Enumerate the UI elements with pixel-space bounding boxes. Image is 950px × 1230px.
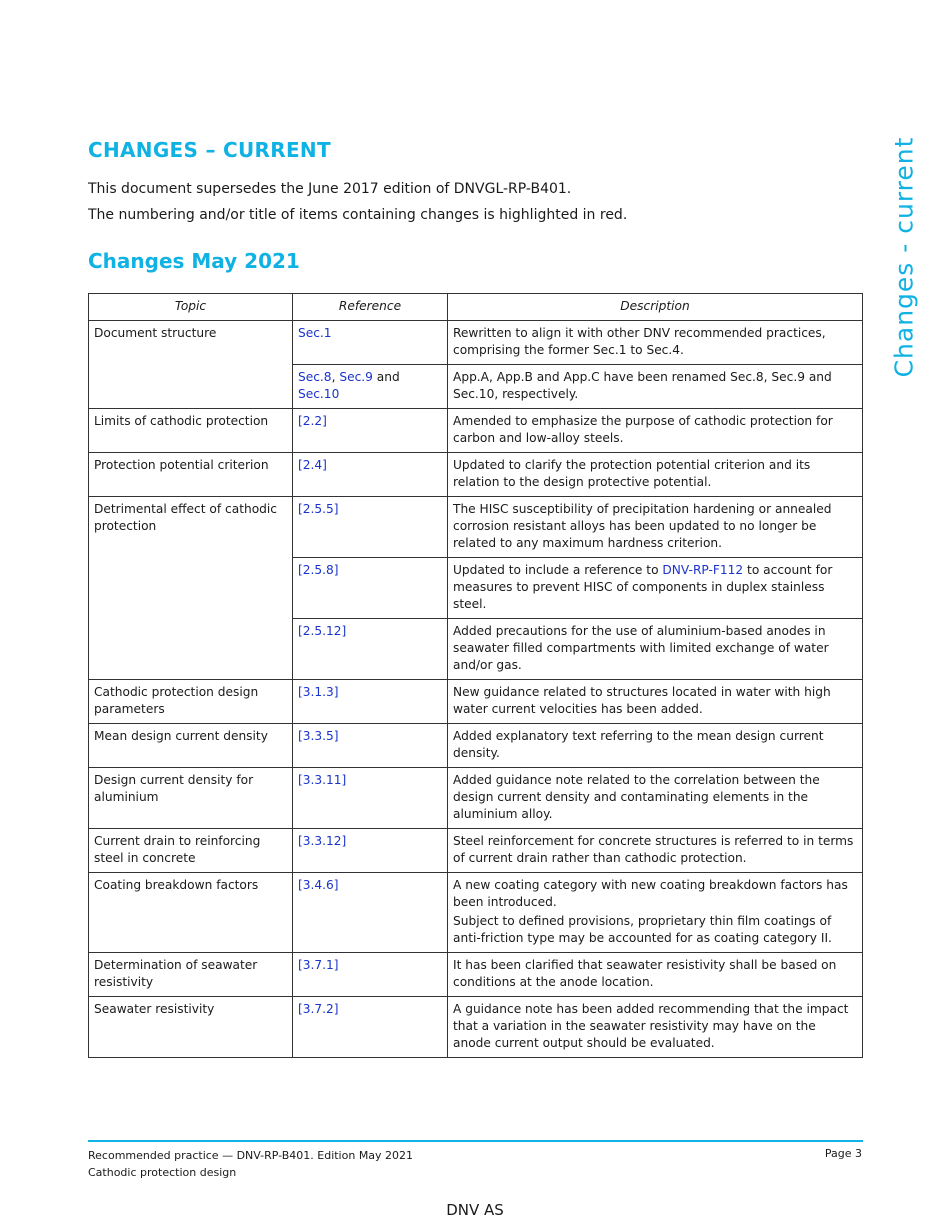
reference-link[interactable]: [3.7.1] xyxy=(298,958,339,972)
topic-cell: Limits of cathodic protection xyxy=(89,409,293,453)
description-paragraph: The HISC susceptibility of precipitation hardening or annealed corrosion resistant alloys has been updated to no longer be related to any maximum hardness criterion. xyxy=(453,502,832,550)
description-paragraph: Subject to defined provisions, proprietary thin film coatings of anti-friction type may be accounted for as coating category II. xyxy=(453,914,832,945)
reference-link[interactable]: Sec.10 xyxy=(298,387,340,401)
topic-cell: Determination of seawater resistivity xyxy=(89,953,293,997)
reference-link[interactable]: [3.4.6] xyxy=(298,878,339,892)
reference-text: and xyxy=(372,370,400,384)
table-row xyxy=(89,829,863,873)
description-cell xyxy=(448,724,863,768)
reference-cell xyxy=(293,724,448,768)
table-row xyxy=(89,409,863,453)
reference-link[interactable]: Sec.1 xyxy=(298,326,332,340)
side-tab-label: Changes - current xyxy=(889,136,919,378)
reference-cell xyxy=(293,365,448,409)
reference-link[interactable]: Sec.8 xyxy=(298,370,332,384)
table-row xyxy=(89,453,863,497)
header-reference: Reference xyxy=(293,294,448,321)
intro-supersedes: This document supersedes the June 2017 edition of DNVGL-RP-B401. xyxy=(88,181,572,197)
description-text: to account for measures to prevent HISC of components in duplex stainless steel. xyxy=(453,563,833,611)
description-paragraph: Added guidance note related to the correlation between the design current density and contaminating elements in the aluminium alloy. xyxy=(453,773,820,821)
description-paragraph: Steel reinforcement for concrete structures is referred to in terms of current drain rather than cathodic protection. xyxy=(453,834,854,865)
topic-cell: Design current density for aluminium xyxy=(89,768,293,829)
reference-cell xyxy=(293,497,448,558)
reference-link[interactable]: [3.7.2] xyxy=(298,1002,339,1016)
reference-cell xyxy=(293,453,448,497)
description-link[interactable]: DNV-RP-F112 xyxy=(662,563,744,577)
section-heading: Changes May 2021 xyxy=(88,249,300,273)
description-paragraph: It has been clarified that seawater resistivity shall be based on conditions at the anode location. xyxy=(453,958,837,989)
description-cell xyxy=(448,829,863,873)
description-paragraph: Updated to clarify the protection potential criterion and its relation to the design protective potential. xyxy=(453,458,811,489)
topic-cell: Document structure xyxy=(89,321,293,409)
reference-link[interactable]: [3.3.5] xyxy=(298,729,339,743)
reference-cell xyxy=(293,997,448,1058)
reference-cell xyxy=(293,558,448,619)
changes-table xyxy=(88,293,863,1058)
reference-cell xyxy=(293,619,448,680)
table-row xyxy=(89,724,863,768)
description-cell xyxy=(448,365,863,409)
description-cell xyxy=(448,619,863,680)
reference-cell xyxy=(293,680,448,724)
reference-cell xyxy=(293,409,448,453)
changes-table-body xyxy=(89,321,863,1058)
topic-cell: Coating breakdown factors xyxy=(89,873,293,953)
reference-cell xyxy=(293,321,448,365)
intro-highlight-note: The numbering and/or title of items containing changes is highlighted in red. xyxy=(88,207,628,223)
description-paragraph: App.A, App.B and App.C have been renamed Sec.8, Sec.9 and Sec.10, respectively. xyxy=(453,370,832,401)
company-name: DNV AS xyxy=(446,1201,504,1219)
table-row xyxy=(89,997,863,1058)
table-row xyxy=(89,953,863,997)
reference-cell xyxy=(293,829,448,873)
reference-link[interactable]: [3.3.11] xyxy=(298,773,347,787)
footer-divider xyxy=(88,1140,863,1142)
description-cell xyxy=(448,558,863,619)
side-section-tab xyxy=(888,136,920,378)
table-row xyxy=(89,497,863,558)
reference-link[interactable]: Sec.9 xyxy=(339,370,373,384)
table-row xyxy=(89,680,863,724)
reference-link[interactable]: [3.1.3] xyxy=(298,685,339,699)
description-paragraph: A new coating category with new coating breakdown factors has been introduced. xyxy=(453,878,848,909)
reference-text: , xyxy=(331,370,340,384)
page-title: CHANGES – CURRENT xyxy=(88,138,331,162)
topic-cell: Protection potential criterion xyxy=(89,453,293,497)
reference-link[interactable]: [2.4] xyxy=(298,458,327,472)
description-cell xyxy=(448,953,863,997)
description-paragraph: Rewritten to align it with other DNV recommended practices, comprising the former Sec.1 to Sec.4. xyxy=(453,326,826,357)
description-cell xyxy=(448,873,863,953)
table-row xyxy=(89,321,863,365)
reference-link[interactable]: [2.5.5] xyxy=(298,502,339,516)
description-paragraph: Added precautions for the use of aluminium-based anodes in seawater filled compartments with limited exchange of water and/or gas. xyxy=(453,624,829,672)
topic-cell: Seawater resistivity xyxy=(89,997,293,1058)
description-cell xyxy=(448,321,863,365)
table-row xyxy=(89,768,863,829)
footer-page-number: Page 3 xyxy=(824,1147,862,1160)
description-paragraph: A guidance note has been added recommending that the impact that a variation in the seawater resistivity may have on the anode current output should be evaluated. xyxy=(453,1002,849,1050)
footer-subtitle: Cathodic protection design xyxy=(88,1166,237,1179)
reference-cell xyxy=(293,873,448,953)
reference-link[interactable]: [2.2] xyxy=(298,414,327,428)
description-cell xyxy=(448,453,863,497)
reference-link[interactable]: [2.5.8] xyxy=(298,563,339,577)
topic-cell: Mean design current density xyxy=(89,724,293,768)
topic-cell: Detrimental effect of cathodic protection xyxy=(89,497,293,680)
footer-document-info xyxy=(88,1147,413,1181)
table-header-row xyxy=(89,294,863,321)
description-paragraph: Added explanatory text referring to the mean design current density. xyxy=(453,729,824,760)
header-description: Description xyxy=(448,294,863,321)
header-topic: Topic xyxy=(89,294,293,321)
reference-link[interactable]: [3.3.12] xyxy=(298,834,347,848)
description-text: Updated to include a reference to xyxy=(453,563,663,577)
reference-link[interactable]: [2.5.12] xyxy=(298,624,347,638)
description-paragraph: New guidance related to structures located in water with high water current velocities has been added. xyxy=(453,685,831,716)
reference-cell xyxy=(293,768,448,829)
description-cell xyxy=(448,997,863,1058)
topic-cell: Cathodic protection design parameters xyxy=(89,680,293,724)
description-cell xyxy=(448,768,863,829)
description-cell xyxy=(448,409,863,453)
reference-cell xyxy=(293,953,448,997)
topic-cell: Current drain to reinforcing steel in concrete xyxy=(89,829,293,873)
footer-doc-line: Recommended practice — DNV-RP-B401. Edition May 2021 xyxy=(88,1149,414,1162)
description-cell xyxy=(448,497,863,558)
table-row xyxy=(89,873,863,953)
description-cell xyxy=(448,680,863,724)
description-paragraph: Amended to emphasize the purpose of cathodic protection for carbon and low-alloy steels. xyxy=(453,414,833,445)
